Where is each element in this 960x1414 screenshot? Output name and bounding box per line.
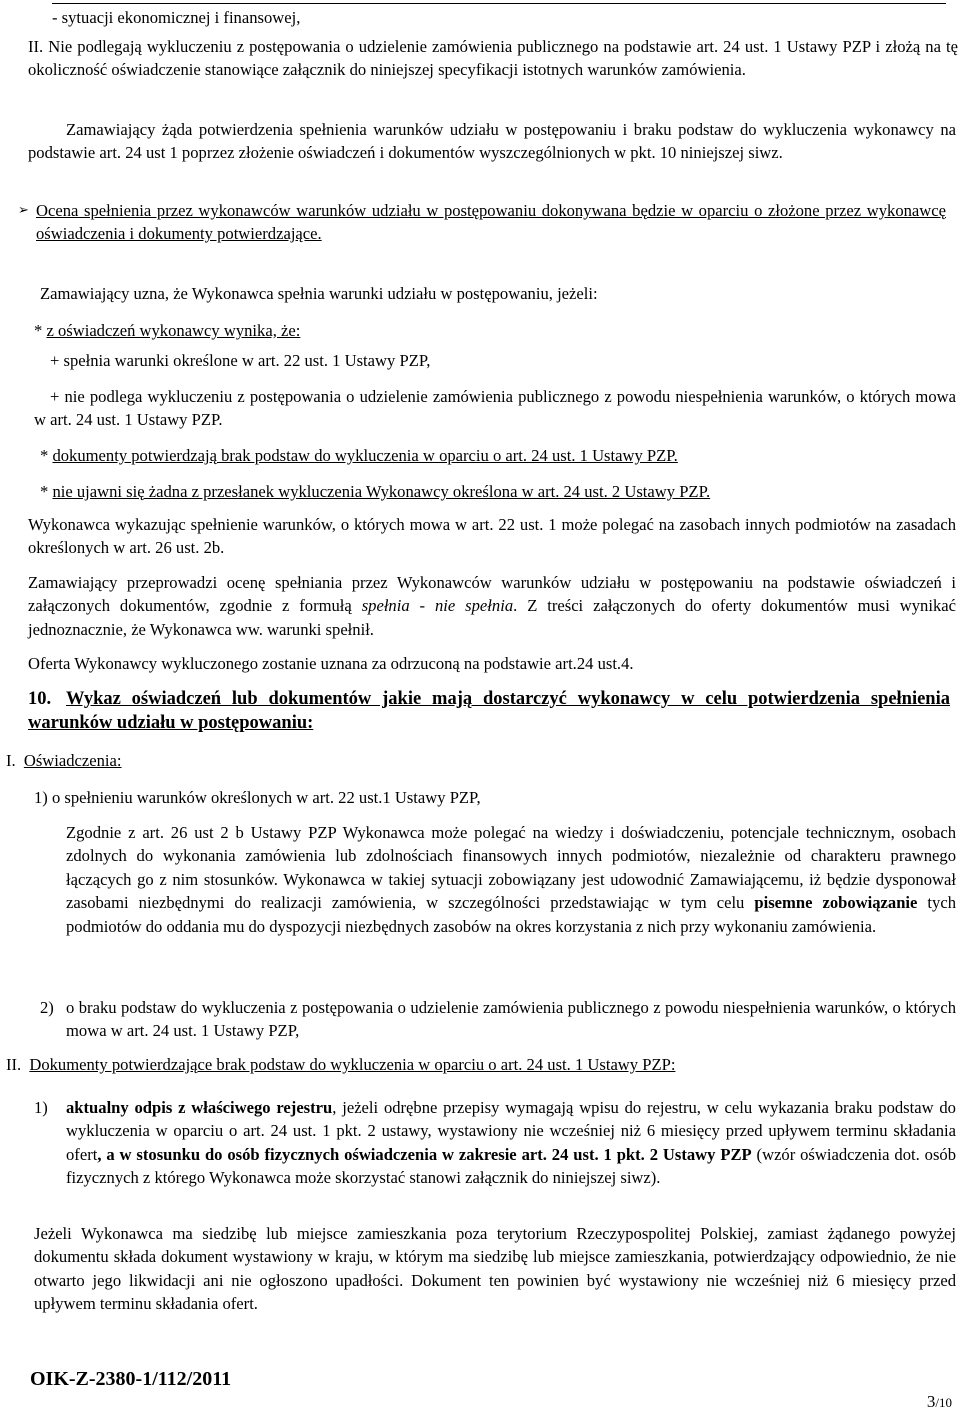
section-II-label: [6, 1053, 675, 1076]
aktualny-odpis: aktualny odpis z właściwego rejestru: [66, 1098, 333, 1117]
item-II-text: Nie podlegają wykluczeniu z postępowania o udzielenie zamówienia publicznego na podstawie art. 24 ust. 1 Ustawy PZP i złożą na tę okoliczność oświadczenie stanowiące załącznik do niniejszej specyfikacji istotnych warunków zamówienia.: [28, 37, 958, 80]
section-I-label: [6, 749, 122, 772]
dokument-1-text: [66, 1096, 956, 1190]
ocena-part1: Zamawiający przeprowadzi ocenę spełniania przez Wykonawców warunków udziału w postępowaniu na podstawie oświadczeń i załączonych dokumentów, zgodnie z formułą: [28, 573, 956, 616]
paragraph-uzna: Zamawiający uzna, że Wykonawca spełnia warunki udziału w postępowaniu, jeżeli:: [40, 284, 598, 303]
paragraph-ocena: [28, 571, 956, 641]
section-I-title: Oświadczenia:: [23, 751, 122, 770]
ocena-bullet: [18, 199, 948, 246]
item-II-number: II.: [28, 37, 44, 56]
line-sytuacji: - sytuacji ekonomicznej i finansowej,: [52, 8, 301, 27]
star-nie-ujawni-text: nie ujawni się żadna z przesłanek wykluczenia Wykonawcy określona w art. 24 ust. 2 Ustawy PZP.: [52, 482, 711, 501]
section-title: Wykaz oświadczeń lub dokumentów jakie mają dostarczyć wykonawcy w celu potwierdzenia spełnienia warunków udziału w postępowaniu:: [28, 689, 950, 733]
item-number: 2): [40, 998, 54, 1017]
dokument-1-part1: , jeżeli odrębne przepisy wymagają wpisu do rejestru, w celu wykazania braku podstaw do wykluczenia w oparciu o art. 24 ust. 1 pkt. 2 ustawy, wystawiony nie wcześniej niż 6 miesięcy przed upływem terminu składania ofert: [66, 1098, 956, 1164]
star-dokumenty-text: dokumenty potwierdzają brak podstaw do wykluczenia w oparciu o art. 24 ust. 1 Ustawy PZP.: [52, 446, 678, 465]
paragraph-zamawiajacy-zada: Zamawiający żąda potwierdzenia spełnienia warunków udziału w postępowaniu i braku podstaw do wykluczenia wykonawcy na podstawie art. 24 ust 1 poprzez złożenie oświadczeń i dokumentów wyszczególnionych w pkt. 10 niniejszej siwz.: [28, 120, 956, 163]
plus-nie-podlega: [34, 385, 956, 432]
arrow-bullet-icon: ➢: [18, 203, 29, 218]
pisemne-zobowiazanie: pisemne zobowiązanie: [754, 893, 918, 913]
oswiadczenie-2-text: o braku podstaw do wykluczenia z postępowania o udzielenie zamówienia publicznego z powodu niespełnienia warunków, o których mowa w art. 24 ust. 1 Ustawy PZP,: [66, 998, 956, 1041]
star-dokumenty: [40, 444, 678, 467]
page-number: [927, 1390, 952, 1414]
section-number: 10.: [28, 689, 52, 709]
paragraph-jezeli: Jeżeli Wykonawca ma siedzibę lub miejsce zamieszkania poza terytorium Rzeczypospolitej Polskiej, zamiast żądanego powyżej dokumentu składa dokument wystawiony w kraju, w którym ma siedzibę lub miejsce zamieszkania, potwierdzający odpowiednio, że nie otwarto jego likwidacji ani nie ogłoszono upadłości. Dokument ten powinien być wystawiony nie wcześniej niż 6 miesięcy przed upływem terminu składania ofert.: [34, 1224, 956, 1314]
z-oswiadczen-text: z oświadczeń wykonawcy wynika, że:: [46, 321, 301, 340]
z-oswiadczen: [34, 319, 300, 342]
item-number: 1): [34, 1098, 48, 1117]
zgodnie-part2: tych podmiotów do oddania mu do dyspozycji niezbędnych zasobów na okres korzystania z nich przy wykonaniu zamówienia.: [66, 893, 957, 936]
dokument-1-part2: (wzór oświadczenia dot. osób fizycznych z którego Wykonawca może skorzystać stanowi załącznik do niniejszej siwz).: [66, 1144, 956, 1188]
plus-nie-podlega-text: nie podlega wykluczeniu z postępowania o udzielenie zamówienia publicznego z powodu niespełnienia warunków, o których mowa w art. 24 ust. 1 Ustawy PZP.: [34, 387, 956, 430]
star-marker: *: [40, 482, 53, 501]
zgodnie-part1: Zgodnie z art. 26 ust 2 b Ustawy PZP Wykonawca może polegać na wiedzy i doświadczeniu, potencjale technicznym, osobach zdolnych do wykonania zamówienia lub zdolnościach finansowych innych podmiotów, niezależnie od charakteru prawnego łączących go z nim stosunków. Wykonawca w takiej sytuacji zobowiązany jest udowodnić Zamawiającemu, iż będzie dysponował zasobami niezbędnymi do realizacji zamówienia, w szczególności przedstawiając w tym celu: [66, 823, 956, 913]
plus-sign: +: [50, 387, 60, 406]
osoby-fizyczne: , a w stosunku do osób fizycznych oświadczenia w zakresie art. 24 ust. 1 pkt. 2 Ustawy PZP: [97, 1144, 752, 1164]
section-II-number: II.: [6, 1055, 22, 1074]
paragraph-wykonawca-wykazujac: Wykonawca wykazując spełnienie warunków, o których mowa w art. 22 ust. 1 może polegać na zasobach innych podmiotów na zasadach określonych w art. 26 ust. 2b.: [28, 515, 956, 558]
star-marker: *: [40, 446, 53, 465]
oswiadczenie-1: 1) o spełnieniu warunków określonych w art. 22 ust.1 Ustawy PZP,: [34, 788, 481, 807]
top-rule: [52, 3, 946, 4]
ocena-formula: spełnia - nie spełnia: [361, 596, 514, 616]
page-total: /10: [935, 1395, 952, 1410]
ocena-text: Ocena spełnienia przez wykonawców warunków udziału w postępowaniu dokonywana będzie w oparciu o złożone przez wykonawcę oświadczenia i dokumenty potwierdzające.: [36, 201, 946, 244]
section-10-heading: [28, 688, 950, 735]
star-marker: *: [34, 321, 47, 340]
paragraph-zgodnie: [66, 821, 956, 938]
dokument-1: [34, 1096, 956, 1190]
item-II: [28, 35, 958, 82]
oswiadczenie-2: [40, 996, 956, 1043]
document-code: OIK-Z-2380-1/112/2011: [30, 1368, 232, 1390]
section-II-title: Dokumenty potwierdzające brak podstaw do wykluczenia w oparciu o art. 24 ust. 1 Ustawy PZP:: [29, 1055, 676, 1074]
ocena-part2: . Z treści załączonych do oferty dokumentów musi wynikać jednoznacznie, że Wykonawca ww. warunki spełnił.: [28, 596, 956, 639]
page-current: 3: [926, 1392, 936, 1411]
star-nie-ujawni: [40, 480, 710, 503]
section-I-number: I.: [6, 751, 16, 770]
paragraph-oferta: Oferta Wykonawcy wykluczonego zostanie uznana za odrzuconą na podstawie art.24 ust.4.: [28, 654, 634, 673]
plus-spelnia: + spełnia warunki określone w art. 22 ust. 1 Ustawy PZP,: [50, 351, 431, 370]
